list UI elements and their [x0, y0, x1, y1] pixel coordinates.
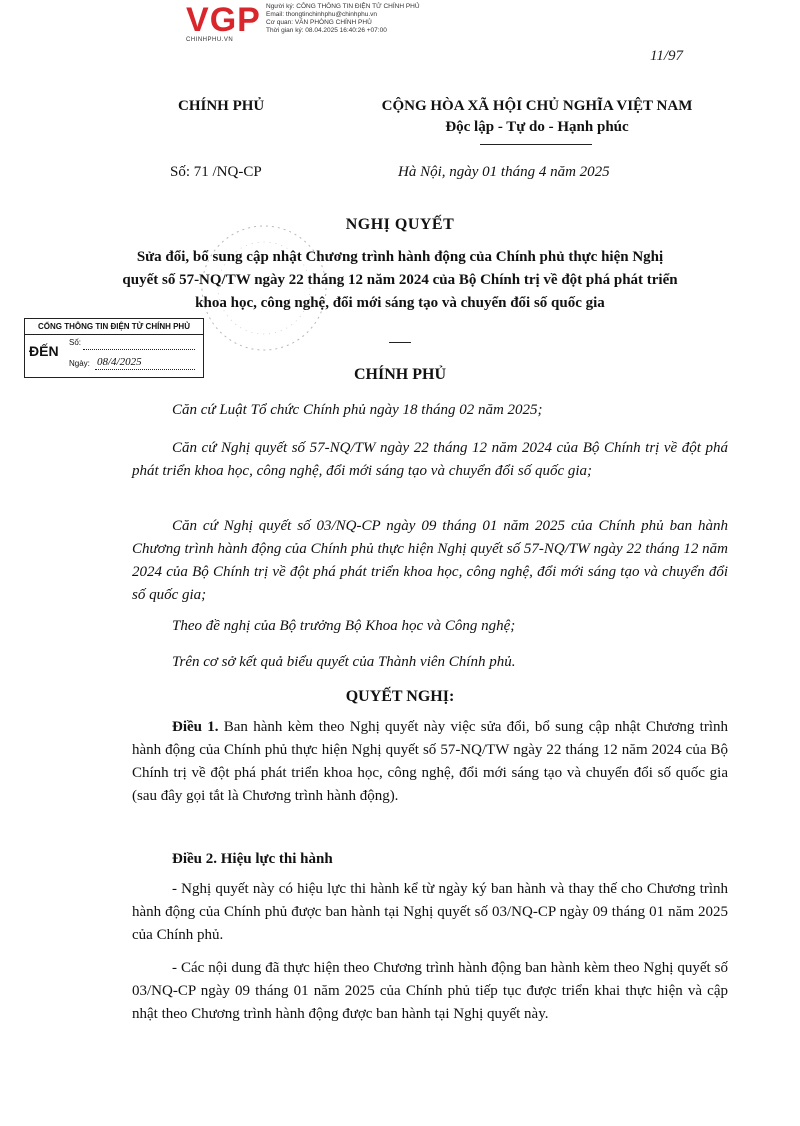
- signature-meta: [266, 3, 420, 35]
- motto: Độc lập - Tự do - Hạnh phúc: [445, 119, 629, 135]
- subtitle-underline: [389, 342, 411, 343]
- time-line: Thời gian ký: 08.04.2025 16:40:26 +07:00: [266, 27, 387, 34]
- vgp-logo-g: G: [209, 1, 238, 39]
- article-1-label: Điều 1.: [172, 719, 219, 735]
- article-1-text: Ban hành kèm theo Nghị quyết này việc sửa đổi, bổ sung cập nhật Chương trình hành động của Chính phủ thực hiện Nghị quyết số 57-NQ/TW ngày 22 tháng 12 năm 2024 của Bộ Chính trị về đột phá phát triển khoa học, công nghệ, đổi mới sáng tạo và chuyển đổi số quốc gia (sau đây gọi tắt là Chương trình hành động).: [132, 719, 729, 804]
- stamp-header: CỔNG THÔNG TIN ĐIỆN TỬ CHÍNH PHỦ: [25, 319, 203, 335]
- heading-resolution: QUYẾT NGHỊ:: [345, 688, 455, 705]
- stamp-den: ĐẾN: [29, 343, 59, 359]
- vgp-logo-p: P: [237, 1, 261, 39]
- stamp-so-line: [83, 349, 195, 350]
- doc-number: Số: 71 /NQ-CP: [170, 164, 262, 180]
- signer-line: Người ký: CÔNG THÔNG TIN ĐIỆN TỬ CHÍNH PHỦ: [266, 3, 420, 10]
- article-2-item-2: - Các nội dung đã thực hiện theo Chương trình hành động ban hành kèm theo Nghị quyết số 03/NQ-CP ngày 09 tháng 01 năm 2025 của Chính phủ tiếp tục được triển khai thực hiện và cập nhật theo Chương trình hành động được ban hành tại Nghị quyết này.: [132, 960, 728, 1022]
- vgp-brand: CHINHPHU.VN: [186, 37, 234, 43]
- stamp-so-label: Số:: [69, 338, 82, 347]
- motto-underline: [480, 144, 592, 145]
- preamble-2: Căn cứ Nghị quyết số 57-NQ/TW ngày 22 tháng 12 năm 2024 của Bộ Chính trị về đột phá phát triển khoa học, công nghệ, đổi mới sáng tạo và chuyển đổi số quốc gia;: [132, 440, 728, 479]
- vgp-logo-v: V: [186, 1, 210, 39]
- article-1: [132, 716, 728, 808]
- preamble-5: Trên cơ sở kết quả biểu quyết của Thành viên Chính phủ.: [172, 654, 516, 670]
- agency-line: Cơ quan: VĂN PHÒNG CHÍNH PHỦ: [266, 19, 372, 26]
- handwritten-ref: 11/97: [650, 48, 684, 64]
- vgp-logo: [186, 2, 261, 38]
- issuer: CHÍNH PHỦ: [178, 98, 265, 114]
- article-2-item-1: - Nghị quyết này có hiệu lực thi hành kể từ ngày ký ban hành và thay thế cho Chương trình hành động của Chính phủ được ban hành tại Nghị quyết số 03/NQ-CP ngày 09 tháng 01 năm 2025 của Chính phủ.: [132, 881, 728, 943]
- article-2-label: Điều 2. Hiệu lực thi hành: [172, 851, 333, 867]
- doc-title: NGHỊ QUYẾT: [345, 216, 455, 233]
- preamble-1: Căn cứ Luật Tổ chức Chính phủ ngày 18 tháng 02 năm 2025;: [172, 402, 543, 418]
- stamp-ngay-label: Ngày:: [69, 359, 90, 368]
- email-line: Email: thongtinchinhphu@chinhphu.vn: [266, 11, 378, 18]
- preamble-3: Căn cứ Nghị quyết số 03/NQ-CP ngày 09 tháng 01 năm 2025 của Chính phủ ban hành Chương trình hành động của Chính phủ thực hiện Nghị quyết số 57-NQ/TW ngày 22 tháng 12 năm 2024 của Bộ Chính trị về đột phá phát triển khoa học, công nghệ, đổi mới sáng tạo và chuyển đổi số quốc gia;: [132, 518, 728, 603]
- heading-government: CHÍNH PHỦ: [354, 366, 446, 383]
- preamble-4: Theo đề nghị của Bộ trưởng Bộ Khoa học và Công nghệ;: [172, 618, 516, 634]
- stamp-date: 08/4/2025: [97, 356, 142, 368]
- place-date: Hà Nội, ngày 01 tháng 4 năm 2025: [398, 164, 610, 180]
- doc-subtitle: Sửa đổi, bổ sung cập nhật Chương trình hành động của Chính phủ thực hiện Nghị quyết số 57-NQ/TW ngày 22 tháng 12 năm 2024 của Bộ Chính trị về đột phá phát triển khoa học, công nghệ, đổi mới sáng tạo và chuyển đổi số quốc gia: [122, 249, 678, 311]
- country-name: CỘNG HÒA XÃ HỘI CHỦ NGHĨA VIỆT NAM: [381, 98, 693, 114]
